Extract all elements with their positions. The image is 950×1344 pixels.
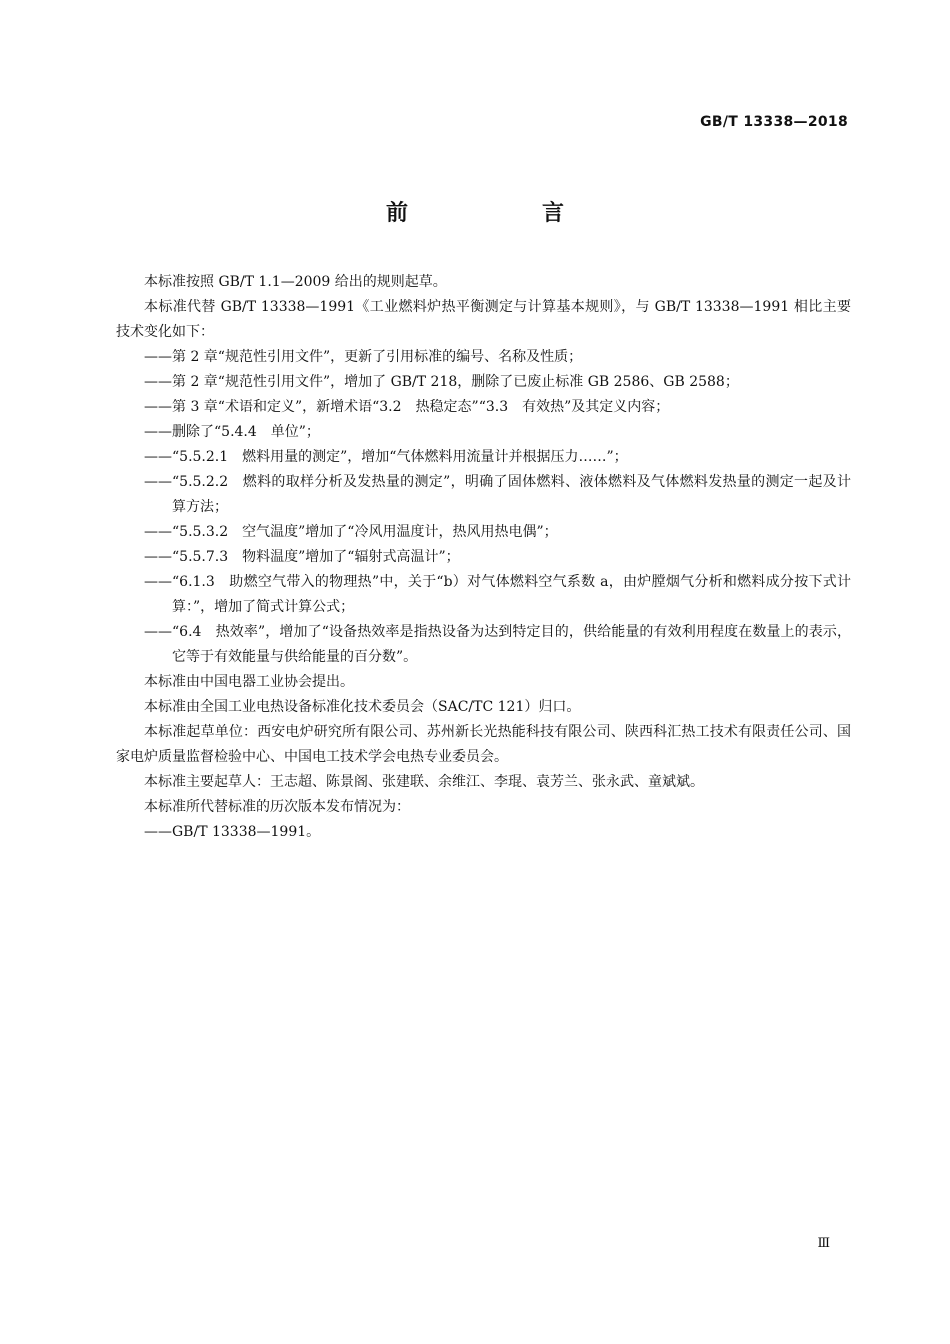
change-item: ——“5.5.7.3 物料温度”增加了“辐射式高温计”；: [144, 549, 460, 565]
paragraph-drafting-units: 本标准起草单位：西安电炉研究所有限公司、苏州新长光热能科技有限公司、陕西科汇热工技术有限责任公司、国家电炉质量监督检验中心、中国电工技术学会电热专业委员会。: [116, 724, 851, 765]
change-item: ——“5.5.2.1 燃料用量的测定”，增加“气体燃料用流量计并根据压力……”；: [144, 449, 628, 465]
paragraph-history-intro: 本标准所代替标准的历次版本发布情况为：: [144, 799, 410, 815]
paragraph-drafting-rules: 本标准按照 GB/T 1.1—2009 给出的规则起草。: [144, 274, 447, 290]
paragraph-replacement: 本标准代替 GB/T 13338—1991《工业燃料炉热平衡测定与计算基本规则》，与 GB/T 13338—1991 相比主要技术变化如下：: [116, 299, 851, 340]
history-item: ——GB/T 13338—1991。: [144, 824, 321, 840]
standard-code: GB/T 13338—2018: [700, 114, 848, 130]
document-body: [116, 270, 851, 845]
paragraph-committee: 本标准由全国工业电热设备标准化技术委员会（SAC/TC 121）归口。: [144, 699, 581, 715]
change-item: ——“5.5.2.2 燃料的取样分析及发热量的测定”，明确了固体燃料、液体燃料及气体燃料发热量的测定一起及计算方法；: [144, 474, 851, 515]
page-title: 前 言: [385, 201, 620, 226]
change-item: ——“5.5.3.2 空气温度”增加了“冷风用温度计，热风用热电偶”；: [144, 524, 558, 540]
change-item: ——第 2 章“规范性引用文件”，增加了 GB/T 218，删除了已废止标准 GB 2586、GB 2588；: [144, 374, 739, 390]
page-number: Ⅲ: [817, 1236, 830, 1251]
change-item: ——第 2 章“规范性引用文件”，更新了引用标准的编号、名称及性质；: [144, 349, 583, 365]
paragraph-proposer: 本标准由中国电器工业协会提出。: [144, 674, 354, 690]
change-item: ——“6.1.3 助燃空气带入的物理热”中，关于“b）对气体燃料空气系数 a，由炉膛烟气分析和燃料成分按下式计算：”，增加了简式计算公式；: [144, 574, 851, 615]
change-item: ——第 3 章“术语和定义”，新增术语“3.2 热稳定态”“3.3 有效热”及其定义内容；: [144, 399, 670, 415]
paragraph-drafters: 本标准主要起草人：王志超、陈景阁、张建联、余维江、李琨、袁芳兰、张永武、童斌斌。: [144, 774, 704, 790]
change-item: ——删除了“5.4.4 单位”；: [144, 424, 320, 440]
change-item: ——“6.4 热效率”，增加了“设备热效率是指热设备为达到特定目的，供给能量的有效利用程度在数量上的表示，它等于有效能量与供给能量的百分数”。: [144, 624, 851, 665]
